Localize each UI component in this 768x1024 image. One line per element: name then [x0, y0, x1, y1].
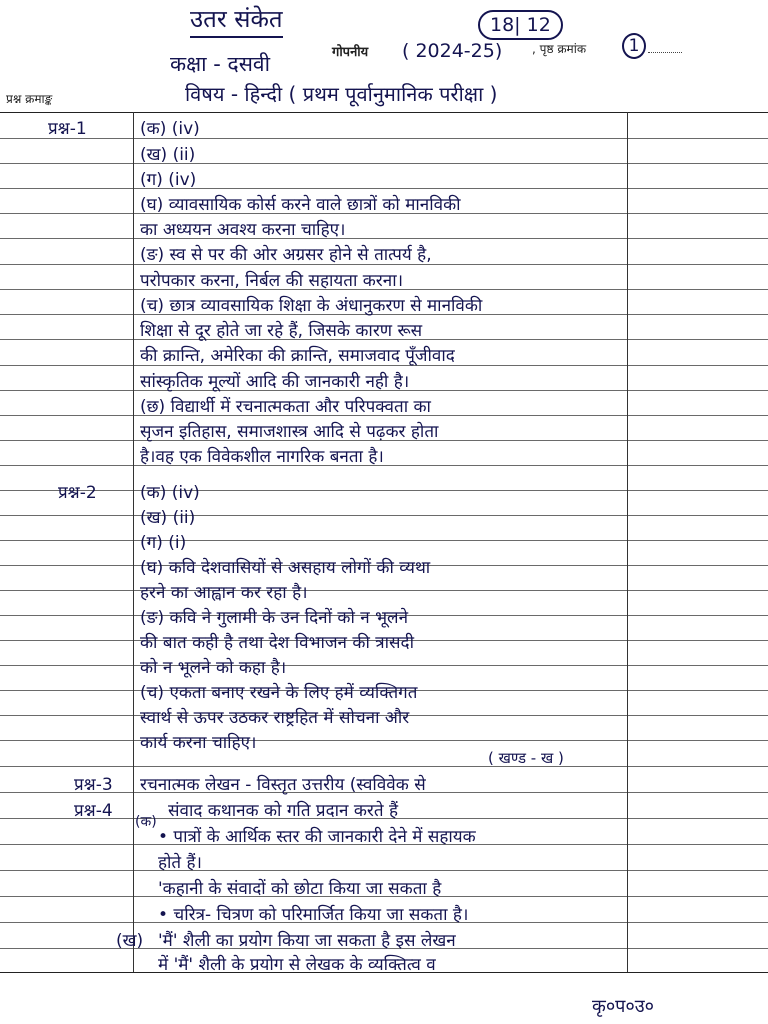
year: ( 2024-25): [402, 40, 503, 62]
ruled-line: [0, 238, 768, 239]
circled-code: 18| 12: [478, 10, 563, 40]
answer-line: (च) एकता बनाए रखने के लिए हमें व्यक्तिगत: [140, 683, 418, 703]
ruled-line: [0, 766, 768, 767]
ruled-line: [0, 112, 768, 113]
answer-line: (ग) (i): [140, 533, 187, 553]
answer-line: में 'मैं' शैली के प्रयोग से लेखक के व्यक्तित्व व: [158, 955, 436, 975]
answer-line: 'मैं' शैली का प्रयोग किया जा सकता है इस लेखन: [158, 931, 456, 951]
ruled-line: [0, 540, 768, 541]
answer-line: का अध्ययन अवश्य करना चाहिए।: [140, 220, 346, 240]
section-marker: ( खण्ड - ख ): [488, 749, 564, 767]
sub-question-kha: (ख): [116, 931, 144, 951]
answer-line: (च) छात्र व्यावसायिक शिक्षा के अंधानुकरण से मानविकी: [140, 296, 483, 316]
answer-line: शिक्षा से दूर होते जा रहे हैं, जिसके कारण रूस: [140, 321, 423, 341]
ruled-line: [0, 740, 768, 741]
answer-line: 'कहानी के संवादों को छोटा किया जा सकता है: [158, 879, 442, 899]
answer-line: को न भूलने को कहा है।: [140, 658, 287, 678]
answer-line: होते हैं।: [158, 853, 202, 873]
sheet-title: उतर संकेत: [190, 2, 283, 38]
answer-line: (ख) (ii): [140, 508, 196, 528]
answer-line: परोपकार करना, निर्बल की सहायता करना।: [140, 271, 404, 291]
answer-line: • पात्रों के आर्थिक स्तर की जानकारी देने में सहायक: [158, 827, 476, 847]
answer-line: (क) (iv): [140, 119, 200, 139]
answer-line: की क्रान्ति, अमेरिका की क्रान्ति, समाजवाद पूँजीवाद: [140, 346, 455, 366]
answer-line: (ग) (iv): [140, 170, 197, 190]
question-1-label: प्रश्न-1: [48, 119, 87, 139]
answer-line: हरने का आह्वान कर रहा है।: [140, 583, 308, 603]
ruled-line: [0, 515, 768, 516]
page-number-label: , पृष्ठ क्रमांक: [532, 42, 587, 56]
question-number-label: प्रश्न क्रमाङ्क: [6, 92, 53, 106]
answer-line: स्वार्थ से ऊपर उठकर राष्ट्रहित में सोचना और: [140, 708, 410, 728]
ruled-line: [0, 163, 768, 164]
answer-line: (छ) विद्यार्थी में रचनात्मकता और परिपक्वता का: [140, 397, 431, 417]
answer-line: कार्य करना चाहिए।: [140, 733, 257, 753]
gopniya-label: गोपनीय: [332, 45, 369, 60]
answer-line: • चरित्र- चित्रण को परिमार्जित किया जा सकता है।: [158, 905, 469, 925]
ruled-line: [0, 188, 768, 189]
ruled-line: [0, 490, 768, 491]
answer-line: (ङ) कवि ने गुलामी के उन दिनों को न भूलने: [140, 608, 409, 628]
sub-question-ka: (क): [135, 814, 157, 830]
left-margin-line: [133, 112, 134, 972]
continued-overleaf-note: कृ०प०उ०: [592, 996, 654, 1017]
answer-line: (घ) व्यावसायिक कोर्स करने वाले छात्रों को मानविकी: [140, 195, 461, 215]
question-2-label: प्रश्न-2: [58, 483, 97, 503]
question-3-label: प्रश्न-3: [74, 775, 113, 795]
ruled-line: [0, 590, 768, 591]
ruled-line: [0, 870, 768, 871]
page-number-dotted-line: [648, 52, 682, 53]
answer-line: है।वह एक विवेकशील नागरिक बनता है।: [140, 447, 384, 467]
answer-line: (ङ) स्व से पर की ओर अग्रसर होने से तात्पर्य है,: [140, 245, 432, 265]
right-margin-line: [627, 112, 628, 972]
class-line: कक्षा - दसवी: [170, 52, 271, 76]
answer-line: सृजन इतिहास, समाजशास्त्र आदि से पढ़कर होता: [140, 422, 439, 442]
answer-line: सांस्कृतिक मूल्यों आदि की जानकारी नही है।: [140, 372, 410, 392]
question-4-label: प्रश्न-4: [74, 801, 113, 821]
page-number: 1: [622, 33, 646, 59]
answer-line: (ख) (ii): [140, 145, 196, 165]
ruled-line: [0, 665, 768, 666]
answer-line: की बात कही है तथा देश विभाजन की त्रासदी: [140, 633, 414, 653]
ruled-line: [0, 465, 768, 466]
answer-line: रचनात्मक लेखन - विस्तृत उत्तरीय (स्वविवेक से: [140, 775, 426, 795]
subject-line: विषय - हिन्दी ( प्रथम पूर्वानुमानिक परीक्षा ): [185, 82, 498, 106]
answer-line: संवाद कथानक को गति प्रदान करते हैं: [168, 801, 398, 821]
answer-line: (क) (iv): [140, 483, 200, 503]
ruled-line: [0, 138, 768, 139]
answer-line: (घ) कवि देशवासियों से असहाय लोगों की व्यथा: [140, 558, 431, 578]
